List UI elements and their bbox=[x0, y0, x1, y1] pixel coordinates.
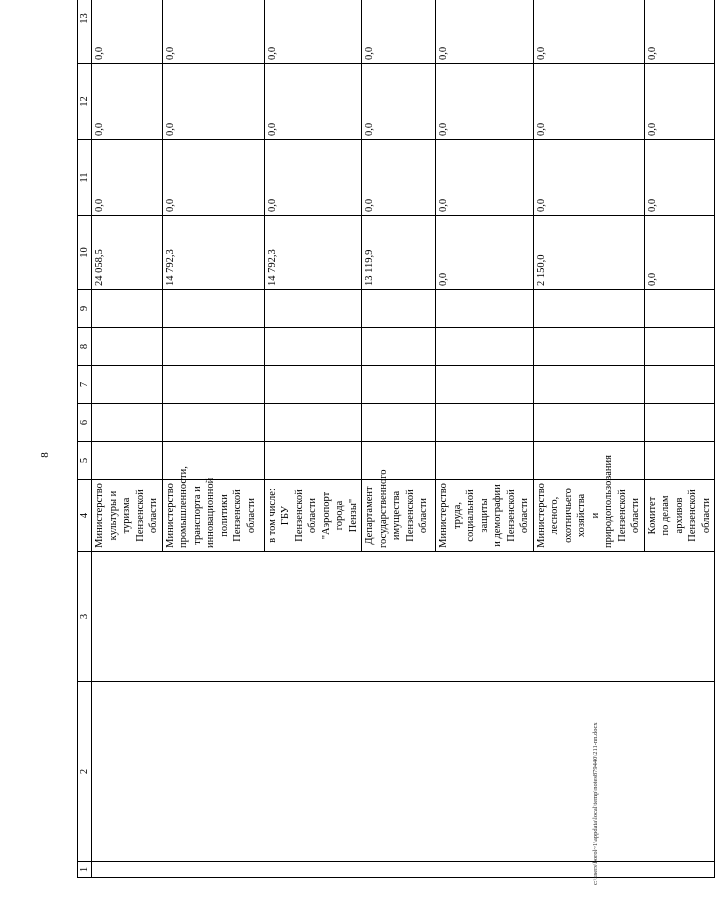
table-body bbox=[92, 0, 715, 878]
organization-line: социальной защиты bbox=[465, 489, 490, 542]
column-header-9: 9 bbox=[78, 290, 92, 328]
column-header-10: 10 bbox=[78, 216, 92, 290]
organization-line: политики bbox=[218, 494, 230, 537]
cell-col12-value: 0,0 bbox=[92, 64, 163, 140]
cell-col6 bbox=[92, 404, 163, 442]
organization-line: и природопользования bbox=[589, 455, 614, 548]
cell-col5 bbox=[264, 442, 362, 480]
cell-organization bbox=[533, 455, 644, 552]
column-header-1: 1 bbox=[78, 862, 92, 878]
organization-line: промышленности, bbox=[178, 466, 189, 548]
cell-col12-value: 0,0 bbox=[362, 64, 436, 140]
cell-col13-value: 0,0 bbox=[264, 0, 362, 64]
cell-col9 bbox=[92, 290, 163, 328]
cell-col7 bbox=[362, 366, 436, 404]
cell-col7 bbox=[264, 366, 362, 404]
cell-col13-value: 0,0 bbox=[533, 0, 644, 64]
cell-col12-value: 0,0 bbox=[162, 64, 264, 140]
cell-col10-value: 14 792,3 bbox=[162, 216, 264, 290]
column-header-7: 7 bbox=[78, 366, 92, 404]
cell-col8 bbox=[362, 328, 436, 366]
cell-col5 bbox=[436, 442, 534, 480]
cell-col5 bbox=[533, 442, 644, 480]
organization-line: области "Аэропорт bbox=[307, 491, 332, 540]
cell-col7 bbox=[436, 366, 534, 404]
cell-col5 bbox=[644, 442, 715, 480]
organization-line: Пензенской области bbox=[616, 489, 641, 542]
cell-col8 bbox=[92, 328, 163, 366]
cell-col12-value: 0,0 bbox=[533, 64, 644, 140]
cell-col8 bbox=[436, 328, 534, 366]
cell-col11-value: 0,0 bbox=[533, 140, 644, 216]
organization-line: Комитет bbox=[646, 496, 658, 535]
cell-col11-value: 0,0 bbox=[436, 140, 534, 216]
cell-col5 bbox=[92, 442, 163, 480]
organization-line: государственного bbox=[377, 469, 389, 548]
column-header-6: 6 bbox=[78, 404, 92, 442]
cell-col10-value: 0,0 bbox=[436, 216, 534, 290]
cell-organization bbox=[264, 480, 362, 552]
cell-col3 bbox=[92, 552, 715, 682]
cell-col13-value: 0,0 bbox=[436, 0, 534, 64]
organization-line: по делам архивов bbox=[660, 495, 685, 536]
cell-col6 bbox=[644, 404, 715, 442]
cell-col9 bbox=[533, 290, 644, 328]
cell-col9 bbox=[644, 290, 715, 328]
column-header-8: 8 bbox=[78, 328, 92, 366]
cell-col10-value: 2 150,0 bbox=[533, 216, 644, 290]
cell-col11-value: 0,0 bbox=[264, 140, 362, 216]
cell-col10-value: 0,0 bbox=[644, 216, 715, 290]
organization-line: культуры и туризма bbox=[107, 490, 132, 541]
table-row bbox=[92, 0, 163, 878]
cell-col7 bbox=[92, 366, 163, 404]
cell-col8 bbox=[533, 328, 644, 366]
cell-col1 bbox=[92, 862, 715, 878]
organization-line: имущества bbox=[391, 490, 402, 541]
column-header-5: 5 bbox=[78, 442, 92, 480]
cell-col9 bbox=[162, 290, 264, 328]
column-header-4: 4 bbox=[78, 480, 92, 552]
organization-line: города Пензы" bbox=[334, 498, 359, 533]
organization-line: Министерство труда, bbox=[438, 483, 463, 548]
cell-col10-value: 24 058,5 bbox=[92, 216, 163, 290]
organization-line: Пензенской области bbox=[505, 489, 530, 542]
cell-col2 bbox=[92, 682, 715, 862]
cell-col12-value: 0,0 bbox=[644, 64, 715, 140]
column-header-12: 12 bbox=[78, 64, 92, 140]
organization-line: и демографии bbox=[492, 484, 503, 547]
cell-col6 bbox=[436, 404, 534, 442]
cell-col12-value: 0,0 bbox=[436, 64, 534, 140]
header-row bbox=[78, 0, 92, 878]
organization-line: Пензенской области bbox=[404, 489, 429, 542]
organization-line: Пензенской области bbox=[232, 489, 257, 542]
organization-line: ГБУ Пензенской bbox=[280, 489, 305, 542]
cell-col11-value: 0,0 bbox=[644, 140, 715, 216]
cell-col11-value: 0,0 bbox=[162, 140, 264, 216]
cell-col13-value: 0,0 bbox=[162, 0, 264, 64]
organization-line: Департамент bbox=[364, 486, 375, 545]
cell-col10-value: 14 792,3 bbox=[264, 216, 362, 290]
cell-col6 bbox=[264, 404, 362, 442]
cell-col8 bbox=[264, 328, 362, 366]
cell-col8 bbox=[162, 328, 264, 366]
cell-col9 bbox=[362, 290, 436, 328]
column-header-3: 3 bbox=[78, 552, 92, 682]
data-table bbox=[77, 0, 715, 878]
column-header-11: 11 bbox=[78, 140, 92, 216]
cell-organization bbox=[162, 466, 264, 552]
cell-col6 bbox=[162, 404, 264, 442]
column-header-13: 13 bbox=[78, 0, 92, 64]
cell-col13-value: 0,0 bbox=[644, 0, 715, 64]
cell-col5 bbox=[362, 442, 436, 480]
cell-col7 bbox=[162, 366, 264, 404]
cell-col11-value: 0,0 bbox=[362, 140, 436, 216]
organization-line: Министерство лесного, bbox=[535, 483, 560, 548]
cell-organization bbox=[644, 480, 715, 552]
organization-line: Пензенской области bbox=[687, 489, 712, 542]
cell-col6 bbox=[533, 404, 644, 442]
cell-col8 bbox=[644, 328, 715, 366]
organization-line: Министерство bbox=[164, 483, 176, 548]
organization-line: в том числе: bbox=[266, 488, 278, 543]
cell-col7 bbox=[533, 366, 644, 404]
page-number: 8 bbox=[39, 452, 51, 458]
cell-col13-value: 0,0 bbox=[362, 0, 436, 64]
cell-col10-value: 13 119,9 bbox=[362, 216, 436, 290]
cell-col9 bbox=[436, 290, 534, 328]
footer-file-path: c:\users\borol~1\appdata\local\temp\notes879440\211-nn.docx bbox=[592, 722, 599, 885]
cell-col11-value: 0,0 bbox=[92, 140, 163, 216]
cell-col6 bbox=[362, 404, 436, 442]
organization-line: инновационной bbox=[205, 477, 216, 548]
cell-organization bbox=[92, 480, 163, 552]
cell-col7 bbox=[644, 366, 715, 404]
cell-col9 bbox=[264, 290, 362, 328]
cell-col12-value: 0,0 bbox=[264, 64, 362, 140]
cell-col13-value: 0,0 bbox=[92, 0, 163, 64]
column-header-2: 2 bbox=[78, 682, 92, 862]
cell-organization bbox=[362, 469, 436, 552]
organization-line: охотничьего хозяйства bbox=[562, 488, 587, 543]
cell-organization bbox=[436, 480, 534, 552]
organization-line: Пензенской области bbox=[134, 489, 159, 542]
organization-line: Министерство bbox=[94, 483, 105, 548]
organization-line: транспорта и bbox=[191, 486, 203, 545]
